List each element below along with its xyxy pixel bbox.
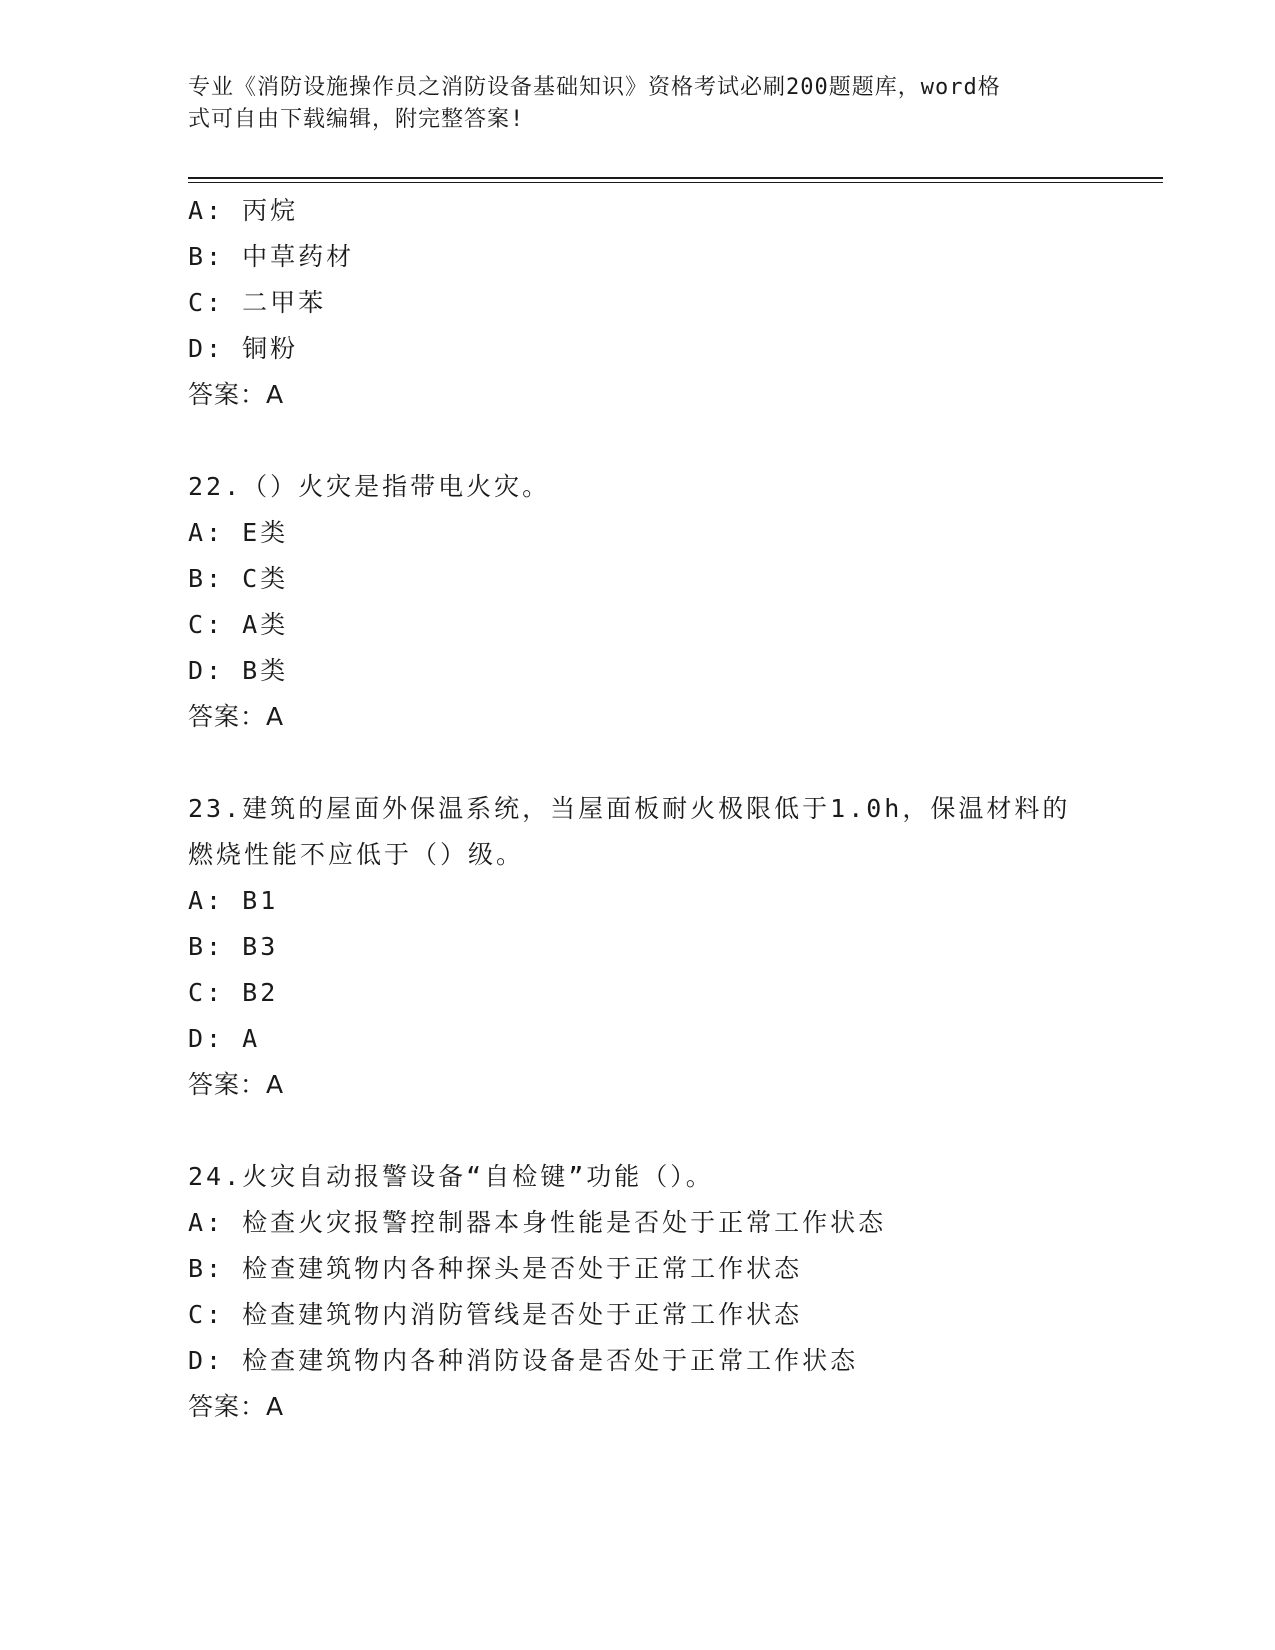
option-a: A: 丙烷 xyxy=(188,196,299,225)
spacer xyxy=(188,418,1148,464)
spacer xyxy=(188,1108,1148,1154)
answer-line: 答案：A xyxy=(188,1070,285,1099)
option-a: A: 检查火灾报警控制器本身性能是否处于正常工作状态 xyxy=(188,1208,887,1237)
header-line-2: 式可自由下载编辑，附完整答案! xyxy=(188,107,525,132)
option-c: C: 检查建筑物内消防管线是否处于正常工作状态 xyxy=(188,1300,803,1329)
option-d: D: B类 xyxy=(188,656,289,685)
header-line-1: 专业《消防设施操作员之消防设备基础知识》资格考试必刷200题题库，word格 xyxy=(188,75,1001,100)
header-rule-thick xyxy=(188,177,1163,179)
question-stem: 23.建筑的屋面外保温系统，当屋面板耐火极限低于1.0h，保温材料的 xyxy=(188,794,1071,823)
option-b: B: B3 xyxy=(188,932,279,961)
question-stem: 22.（）火灾是指带电火灾。 xyxy=(188,472,551,501)
question-23 xyxy=(188,786,1148,1108)
option-a: A: B1 xyxy=(188,886,279,915)
option-b: B: 中草药材 xyxy=(188,242,355,271)
option-c: C: A类 xyxy=(188,610,289,639)
answer-line: 答案：A xyxy=(188,380,285,409)
question-21 xyxy=(188,188,1148,418)
spacer xyxy=(188,740,1148,786)
question-stem-continued: 燃烧性能不应低于（）级。 xyxy=(188,840,525,869)
option-d: D: 检查建筑物内各种消防设备是否处于正常工作状态 xyxy=(188,1346,859,1375)
option-b: B: 检查建筑物内各种探头是否处于正常工作状态 xyxy=(188,1254,803,1283)
question-list xyxy=(188,188,1148,1430)
option-b: B: C类 xyxy=(188,564,289,593)
answer-line: 答案：A xyxy=(188,1392,285,1421)
option-a: A: E类 xyxy=(188,518,289,547)
answer-line: 答案：A xyxy=(188,702,285,731)
option-c: C: B2 xyxy=(188,978,279,1007)
question-24 xyxy=(188,1154,1148,1430)
option-d: D: A xyxy=(188,1024,261,1053)
option-d: D: 铜粉 xyxy=(188,334,299,363)
header-rule-thin xyxy=(188,182,1163,183)
document-header xyxy=(188,72,1088,136)
option-c: C: 二甲苯 xyxy=(188,288,327,317)
question-22 xyxy=(188,464,1148,740)
question-stem: 24.火灾自动报警设备“自检键”功能（）。 xyxy=(188,1162,714,1191)
